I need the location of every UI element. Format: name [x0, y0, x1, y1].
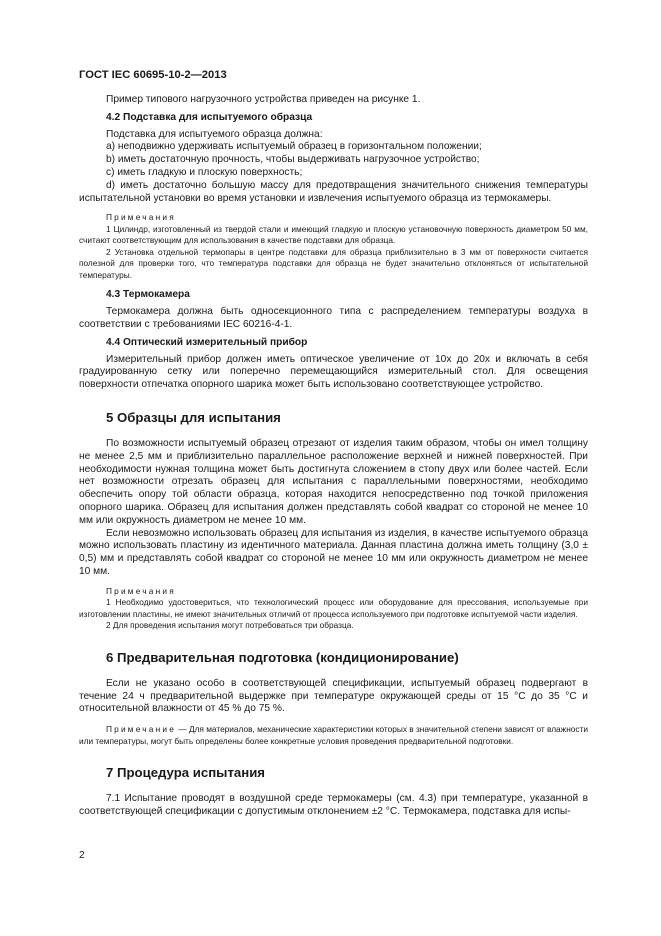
list-item-a: а) неподвижно удерживать испытуемый образец в горизонтальном положении;	[106, 141, 482, 153]
note-4-2-2: 2 Установка отдельной термопары в центре подставки для образца приблизительно в 3 мм от поверхности считается полезной для проверки того, что температура подставки для образца не будет значительно отклоняться от испытательной температуры.	[79, 246, 588, 280]
note-5-2: 2 Для проведения испытания могут потребоваться три образца.	[106, 620, 354, 631]
section-6-heading: 6 Предварительная подготовка (кондиционирование)	[106, 649, 459, 665]
note-label-6: Примечание	[106, 724, 177, 735]
list-item-c: с) иметь гладкую и плоскую поверхность;	[106, 166, 303, 178]
intro-paragraph: Пример типового нагрузочного устройства приведен на рисунке 1.	[106, 94, 421, 105]
subsection-4-3-heading: 4.3 Термокамера	[106, 289, 190, 301]
page-body	[79, 94, 588, 819]
section-6-note	[79, 724, 588, 747]
subsection-4-2-lead: Подставка для испытуемого образца должна:	[106, 128, 323, 140]
section-5-paragraph-1: По возможности испытуемый образец отрезают от изделия таким образом, чтобы он имел толщину не менее 2,5 мм и приблизительно параллельное расположение верхней и нижней поверхностей. При необходимости нужная толщина может быть достигнута сложением в стопу двух или более частей. Если нет возможности отрезать образец для испытания с параллельными поверхностями, необходимо обеспечить опору той области образца, которая находится непосредственно под точкой приложения опорного шарика. Образец для испытания должен представлять собой квадрат со стороной не менее 10 мм или окружность диаметром не менее 10 мм.	[79, 437, 588, 526]
section-7-heading: 7 Процедура испытания	[106, 765, 266, 781]
section-7-paragraph: 7.1 Испытание проводят в воздушной среде термокамеры (см. 4.3) при температуре, указанной в соответствующей спецификации с допустимым отклонением ±2 °С. Термокамера, подставка для испы-	[79, 793, 588, 817]
note-5-1: 1 Необходимо удостовериться, что технологический процесс или оборудование для прессования, используемые при изготовлении пластины, не имеют значительных отличий от процесса используемого при подготовке испытуемой части изделия.	[79, 597, 588, 619]
subsection-4-3-text: Термокамера должна быть односекционного типа с распределением температуры воздуха в соответствии с требованиями IEC 60216-4-1.	[79, 306, 588, 330]
subsection-4-4-text: Измерительный прибор должен иметь оптическое увеличение от 10x до 20x и включать в себя градуированную сетку или поперечно перемещающийся измерительный стол. Для освещения поверхности отпечатка опорного шарика может быть использовано соответствующее устройство.	[79, 353, 588, 391]
subsection-4-4-heading: 4.4 Оптический измерительный прибор	[106, 336, 308, 348]
list-item-b: b) иметь достаточную прочность, чтобы выдерживать нагрузочное устройство;	[106, 154, 480, 166]
section-5-paragraph-2: Если невозможно использовать образец для испытания из изделия, в качестве испытуемого образца можно использовать пластину из идентичного материала. Данная пластина должна иметь толщину (3,0 ± 0,5) мм и представлять собой квадрат со стороной не менее 10 мм или окружность диаметром не менее 10 мм.	[79, 527, 588, 577]
section-5-heading: 5 Образцы для испытания	[106, 409, 281, 425]
section-6-paragraph: Если не указано особо в соответствующей спецификации, испытуемый образец подвергают в течение 24 ч предварительной выдержке при температуре окружающей среды от 15 °С до 35 °С и относительной влажности от 45 % до 75 %.	[79, 677, 588, 715]
running-header: ГОСТ IEC 60695-10-2—2013	[79, 69, 227, 81]
note-4-2-1: 1 Цилиндр, изготовленный из твердой стали и имеющий гладкую и плоскую установочную поверхность диаметром 50 мм, считают соответствующим для использования в качестве подставки для образца.	[79, 223, 588, 246]
notes-label-4-2: Примечания	[106, 212, 176, 223]
notes-label-5: Примечания	[106, 585, 176, 596]
list-item-d: d) иметь достаточно большую массу для предотвращения значительного снижения температуры испытательной установки во время установки и извлечения испытуемого образца из термокамеры.	[79, 179, 588, 204]
note-text-6: — Для материалов, механические характеристики которых в значительной степени зависят от влажности или температуры, могут быть определены более конкретные условия проведения предварительной подготовки.	[79, 724, 588, 746]
page-number: 2	[79, 850, 85, 861]
subsection-4-2-heading: 4.2 Подставка для испытуемого образца	[106, 111, 313, 123]
